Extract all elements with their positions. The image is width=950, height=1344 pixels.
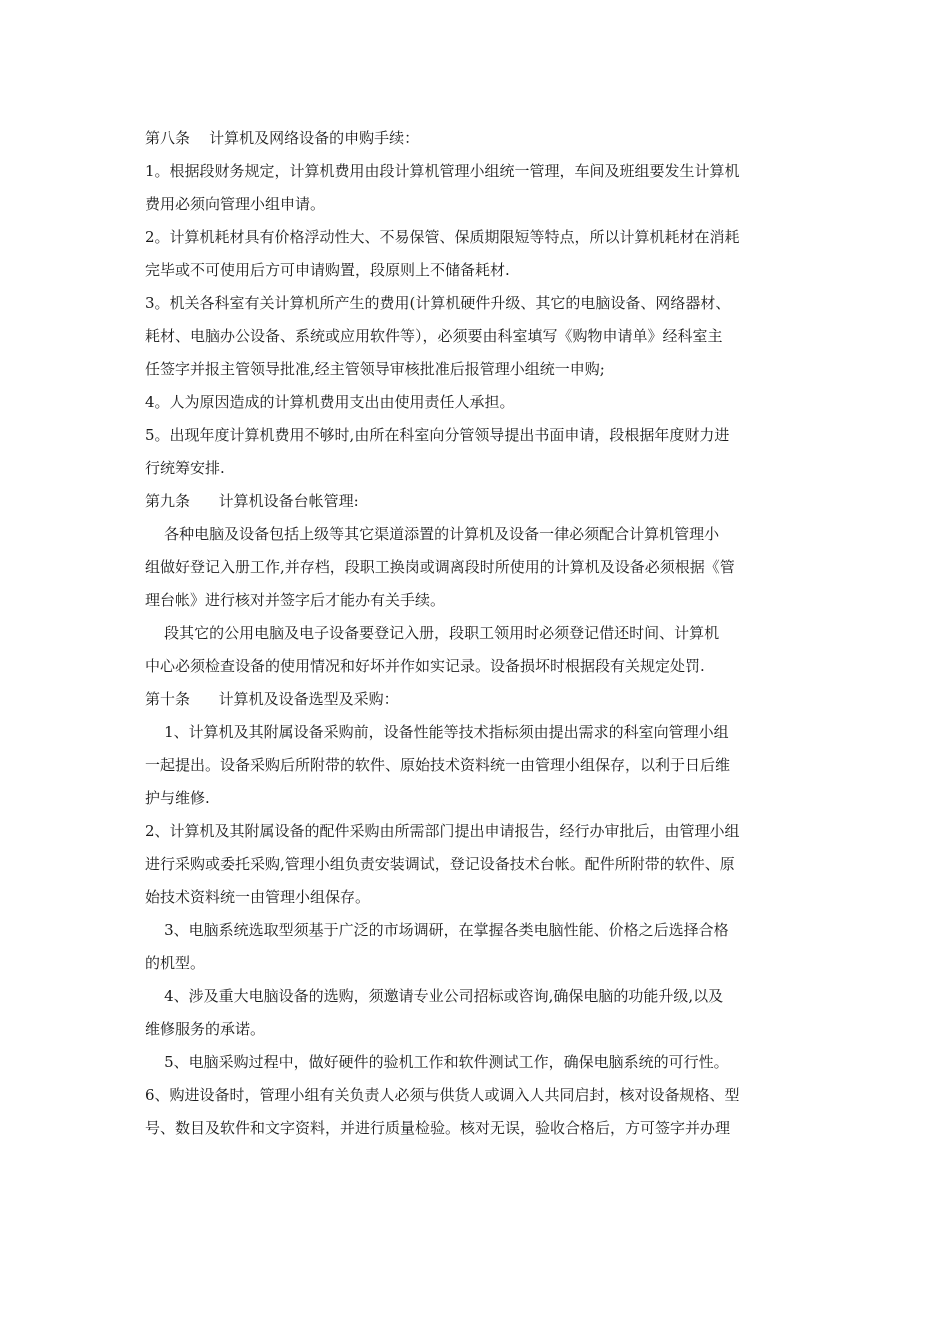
text-line: 段其它的公用电脑及电子设备要登记入册，段职工领用时必须登记借还时间、计算机: [145, 624, 720, 642]
text-line: 4、涉及重大电脑设备的选购，须邀请专业公司招标或咨询,确保电脑的功能升级,以及: [145, 987, 724, 1005]
article-8-item-4: [145, 386, 807, 419]
text-line: 4。人为原因造成的计算机费用支出由使用责任人承担。: [145, 393, 515, 411]
text-line: 组做好登记入册工作,并存档，段职工换岗或调离段时所使用的计算机及设备必须根据《管: [145, 558, 735, 576]
text-line: 2、计算机及其附属设备的配件采购由所需部门提出申请报告，经行办审批后，由管理小组: [145, 822, 740, 840]
text-line: 护与维修.: [145, 789, 210, 807]
text-line: 1、计算机及其附属设备采购前，设备性能等技术指标须由提出需求的科室向管理小组: [145, 723, 729, 741]
text-line: 1。根据段财务规定，计算机费用由段计算机管理小组统一管理，车间及班组要发生计算机: [145, 162, 740, 180]
text-line: 5、电脑采购过程中，做好硬件的验机工作和软件测试工作，确保电脑系统的可行性。: [145, 1053, 729, 1071]
text-line: 3、电脑系统选取型须基于广泛的市场调研，在掌握各类电脑性能、价格之后选择合格: [145, 921, 729, 939]
article-9-heading: 第九条 计算机设备台帐管理:: [145, 492, 359, 510]
text-line: 任签字并报主管领导批准,经主管领导审核批准后报管理小组统一申购;: [145, 360, 605, 378]
article-9-paragraph-1: [145, 518, 807, 617]
article-8-item-5: [145, 419, 807, 485]
text-line: 3。机关各科室有关计算机所产生的费用(计算机硬件升级、其它的电脑设备、网络器材、: [145, 294, 731, 312]
text-line: 费用必须向管理小组申请。: [145, 195, 326, 213]
text-line: 号、数目及软件和文字资料，并进行质量检验。核对无误，验收合格后，方可签字并办理: [145, 1119, 731, 1137]
article-8-item-1: [145, 155, 807, 221]
document-page: [145, 122, 807, 1145]
text-line: 2。计算机耗材具有价格浮动性大、不易保管、保质期限短等特点，所以计算机耗材在消耗: [145, 228, 740, 246]
article-10-paragraph-2: [145, 815, 807, 914]
article-8-item-2: [145, 221, 807, 287]
text-line: 维修服务的承诺。: [145, 1020, 266, 1038]
article-10-paragraph-4: [145, 980, 807, 1046]
text-line: 行统筹安排.: [145, 459, 225, 477]
text-line: 5。出现年度计算机费用不够时,由所在科室向分管领导提出书面申请，段根据年度财力进: [145, 426, 730, 444]
article-10-paragraph-1: [145, 716, 807, 815]
text-line: 进行采购或委托采购,管理小组负责安装调试，登记设备技术台帐。配件所附带的软件、原: [145, 855, 735, 873]
article-10-paragraph-3: [145, 914, 807, 980]
text-line: 中心必须检查设备的使用情况和好坏并作如实记录。设备损坏时根据段有关规定处罚.: [145, 657, 705, 675]
text-line: 一起提出。设备采购后所附带的软件、原始技术资料统一由管理小组保存，以利于日后维: [145, 756, 731, 774]
text-line: 耗材、电脑办公设备、系统或应用软件等），必须要由科室填写《购物申请单》经科室主: [145, 327, 723, 345]
text-line: 的机型。: [145, 954, 206, 972]
article-10-paragraph-6: [145, 1079, 807, 1145]
text-line: 6、购进设备时，管理小组有关负责人必须与供货人或调入人共同启封，核对设备规格、型: [145, 1086, 740, 1104]
article-8-item-3: [145, 287, 807, 386]
article-10-paragraph-5: [145, 1046, 807, 1079]
text-line: 各种电脑及设备包括上级等其它渠道添置的计算机及设备一律必须配合计算机管理小: [145, 525, 720, 543]
text-line: 理台帐》进行核对并签字后才能办有关手续。: [145, 591, 446, 609]
article-8-heading: 第八条 计算机及网络设备的申购手续：: [145, 129, 420, 147]
article-10-heading: 第十条 计算机及设备选型及采购：: [145, 690, 399, 708]
article-9-paragraph-2: [145, 617, 807, 683]
text-line: 始技术资料统一由管理小组保存。: [145, 888, 371, 906]
text-line: 完毕或不可使用后方可申请购置，段原则上不储备耗材.: [145, 261, 510, 279]
